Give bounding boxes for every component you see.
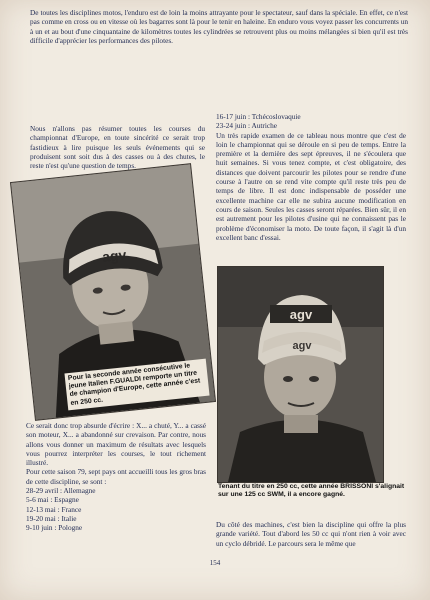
helmet-visor-text: agv — [292, 340, 312, 352]
helmet-logo-text: agv — [289, 307, 313, 322]
rider-portrait-illustration — [218, 267, 383, 482]
caption-brissoni: Tenant du titre en 250 cc, cette année BRISSONI s'alignait sur une 125 cc SWM, il a encore gagné. — [218, 483, 405, 499]
left-column-bottom — [26, 421, 206, 533]
photo-brissoni — [217, 266, 384, 483]
schedule-item: 28-29 avril : Allemagne — [26, 486, 96, 496]
right-column-top — [216, 112, 406, 242]
left-bottom-text: Ce serait donc trop absurde d'écrire : X... a chuté, Y... a cassé son moteur, X... a abandonné sur crevaison. Par contre, nous allons vous donner un maximum de résultats avec lesquels vous pourrez interpréter les courses, le tout richement illustré. — [26, 421, 206, 468]
helmet-logo-text: agv — [101, 246, 128, 265]
page-number: 154 — [209, 559, 221, 567]
schedule-intro: Pour cette saison 79, sept pays ont accueilli tous les gros bras de cette discipline, se sont : — [26, 467, 206, 486]
intro-paragraph — [30, 8, 408, 45]
schedule-item: 5-6 mai : Espagne — [26, 495, 79, 505]
right-bottom-text: Du côté des machines, c'est bien la discipline qui offre la plus grande variété. Tout d'abord les 50 cc qui n'ont rien à voir avec un cyclo débridé. Le parcours sera le même que — [216, 520, 406, 548]
schedule-item: 12-13 mai : France — [26, 504, 82, 514]
right-top-text: Un très rapide examen de ce tableau nous montre que c'est de loin le championnat qui se déroule en si peu de temps. Entre la première et la dernière des sept épreuves, il ne s'écoulera que huit semaines. Si vous tenez compte, et c'est obligatoire, des distances que doivent parcourir les pilotes pour se rendre d'une course à l'autre on se rend vite compte qu'il reste très peu de temps de libre. Il est donc indispensable de posséder une excellente machine car elle ne subira aucune modification en cours de saison. Seules les casses seront réparées. Bien sûr, il en est autrement pour les pilotes d'usine qui ne connaissent pas le problème d'économiser la moto. De toute façon, il s'agit là d'un excellent banc d'essai. — [216, 130, 406, 242]
caption-gualdi: Pour la seconde année consécutive le jeune Italien F.GUALDI remporte un titre de champion d'Europe, cette année c'est en 250 cc. — [64, 359, 209, 410]
schedule-item: 9-10 juin : Pologne — [26, 523, 83, 533]
schedule-item: 16-17 juin : Tchécoslovaquie — [216, 112, 301, 121]
left-top-text: Nous n'allons pas résumer toutes les courses du championnat d'Europe, en toute sincérité ce serait trop fastidieux à lire puisque les seuls événements qui se produisent sont soit dus à des casses ou à des chutes, le reste n'est qu'une question de temps. — [30, 124, 205, 171]
schedule-item: 23-24 juin : Autriche — [216, 121, 278, 131]
intro-text: De toutes les disciplines motos, l'enduro est de loin la moins attrayante pour le spectateur, sauf dans la spéciale. En effet, ce n'est pas comme en cross ou en vitesse où les bagarres sont là pour le tenir en haleine. En enduro vous voyez passer les concurrents un à un et au bout d'une cinquantaine de kilomètres toutes les cylindrées se retrouvent plus ou moins mélangées si bien qu'il est très difficile d'apprécier les performances des pilotes. — [30, 8, 408, 45]
schedule-item: 19-20 mai : Italie — [26, 513, 77, 523]
right-column-bottom — [216, 520, 406, 548]
